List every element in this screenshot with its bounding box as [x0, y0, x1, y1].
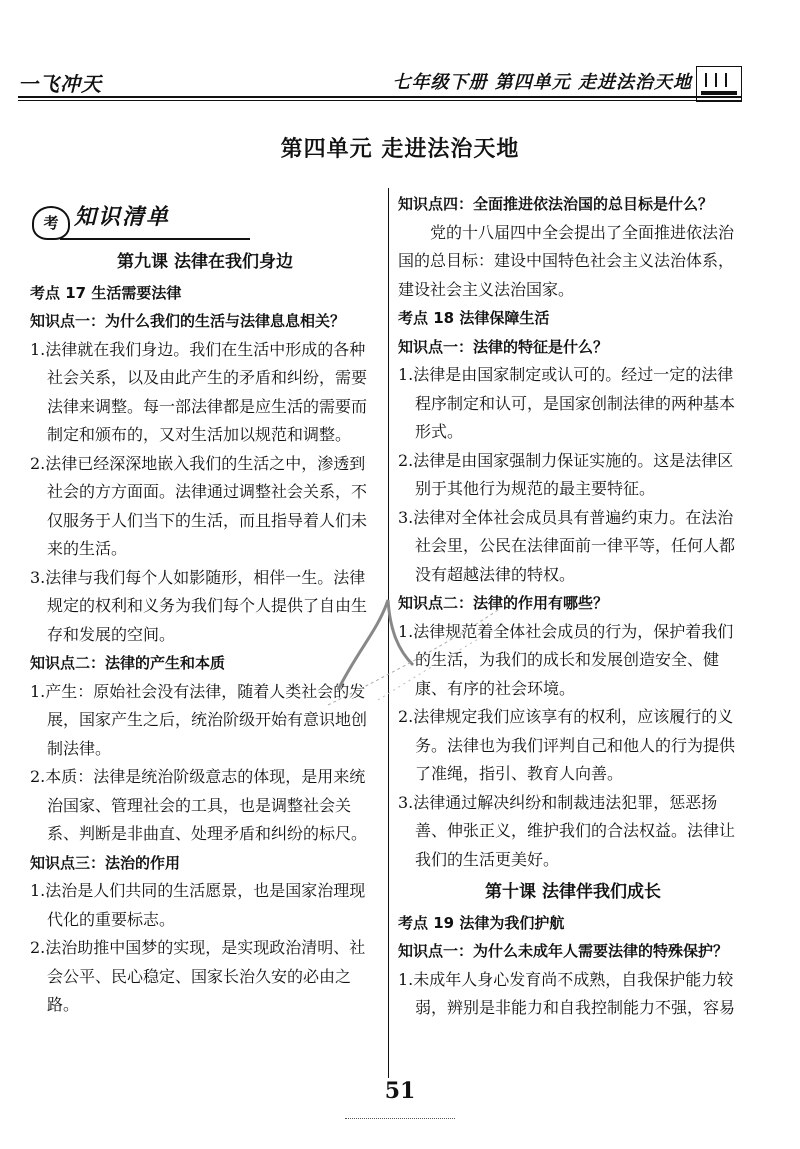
knowledge-point-title: 知识点二：法律的作用有哪些？	[398, 594, 609, 612]
knowledge-point-title: 知识点一：为什么未成年人需要法律的特殊保护？	[398, 942, 729, 960]
kaodian-heading: 考点 18 法律保障生活	[398, 309, 550, 327]
header-brand: 一飞冲天	[18, 72, 102, 96]
knowledge-point-title: 知识点三：法治的作用	[30, 853, 181, 872]
kaodian-heading: 考点 19 法律为我们护航	[398, 913, 565, 932]
list-item: 2.法律是由国家强制力保证实施的。这是法律区别于其他行为规范的最主要特征。	[398, 450, 734, 498]
knowledge-point-title: 知识点一：法律的特征是什么？	[398, 337, 609, 356]
list-item: 1.法律是由国家制定或认可的。经过一定的法律程序制定和认可，是国家创制法律的两种基本形式。	[398, 365, 736, 441]
unit-title: 第四单元 走进法治天地	[280, 137, 520, 162]
page-number: 51	[384, 1078, 416, 1104]
knowledge-point-title: 知识点四：全面推进依法治国的总目标是什么？	[398, 195, 714, 213]
banner-underline	[60, 238, 250, 240]
list-item: 1.法律规范着全体社会成员的行为，保护着我们的生活，为我们的成长和发展创造安全、健康、有序的社会环境。	[398, 621, 734, 698]
list-item: 3.法律与我们每个人如影随形，相伴一生。法律规定的权利和义务为我们每个人提供了自由生存和发展的空间。	[30, 567, 368, 644]
banner-badge-icon: 考	[32, 206, 70, 240]
lesson-title: 第九课 法律在我们身边	[117, 252, 293, 272]
lesson-title: 第十课 法律伴我们成长	[485, 882, 661, 902]
knowledge-banner	[30, 200, 250, 244]
kaodian-heading: 考点 17 生活需要法律	[30, 283, 182, 302]
list-item: 2.本质：法律是统治阶级意志的体现，是用来统治国家、管理社会的工具，也是调整社会关系、判断是非曲直、处理矛盾和纠纷的标尺。	[30, 767, 368, 843]
list-item: 2.法律已经深深地嵌入我们的生活之中，渗透到社会的方方面面。法律通过调整社会关系，不仅服务于人们当下的生活，而且指导着人们未来的生活。	[30, 453, 368, 558]
list-item: 2.法治助推中国梦的实现，是实现政治清明、社会公平、民心稳定、国家长治久安的必由之路。	[30, 938, 366, 1014]
list-item: 1.产生：原始社会没有法律，随着人类社会的发展，国家产生之后，统治阶级开始有意识地创制法律。	[30, 681, 368, 758]
list-item: 1.法律就在我们身边。我们在生活中形成的各种社会关系，以及由此产生的矛盾和纠纷，需要法律来调整。每一部法律都是应生活的需要而制定和颁布的，又对生活加以规范和调整。	[30, 339, 368, 444]
header-title: 七年级下册 第四单元 走进法治天地	[392, 72, 692, 93]
page-number-decoration	[345, 1094, 455, 1119]
knowledge-point-title: 知识点一：为什么我们的生活与法律息息相关？	[30, 312, 346, 330]
list-item: 2.法律规定我们应该享有的权利，应该履行的义务。法律也为我们评判自己和他人的行为提供了准绳，指引、教育人向善。	[398, 707, 736, 783]
banner-text: 知识清单	[74, 205, 171, 230]
list-item: 1.未成年人身心发育尚不成熟，自我保护能力较弱，辨别是非能力和自我控制能力不强，容易	[398, 969, 736, 1017]
list-item: 3.法律对全体社会成员具有普遍约束力。在法治社会里，公民在法律面前一律平等，任何人都没有超越法律的特权。	[398, 507, 736, 584]
watermark-stamp	[318, 570, 508, 720]
knowledge-point-title: 知识点二：法律的产生和本质	[30, 654, 226, 672]
header-rule	[18, 96, 742, 98]
header-rule-thin	[18, 100, 742, 101]
list-item: 1.法治是人们共同的生活愿景，也是国家治理现代化的重要标志。	[30, 881, 366, 929]
paragraph: 党的十八届四中全会提出了全面推进依法治国的总目标：建设中国特色社会主义法治体系，建设社会主义法治国家。	[398, 222, 735, 299]
list-item: 3.法律通过解决纠纷和制裁违法犯罪，惩恶扬善、伸张正义，维护我们的合法权益。法律让我们的生活更美好。	[398, 792, 736, 869]
